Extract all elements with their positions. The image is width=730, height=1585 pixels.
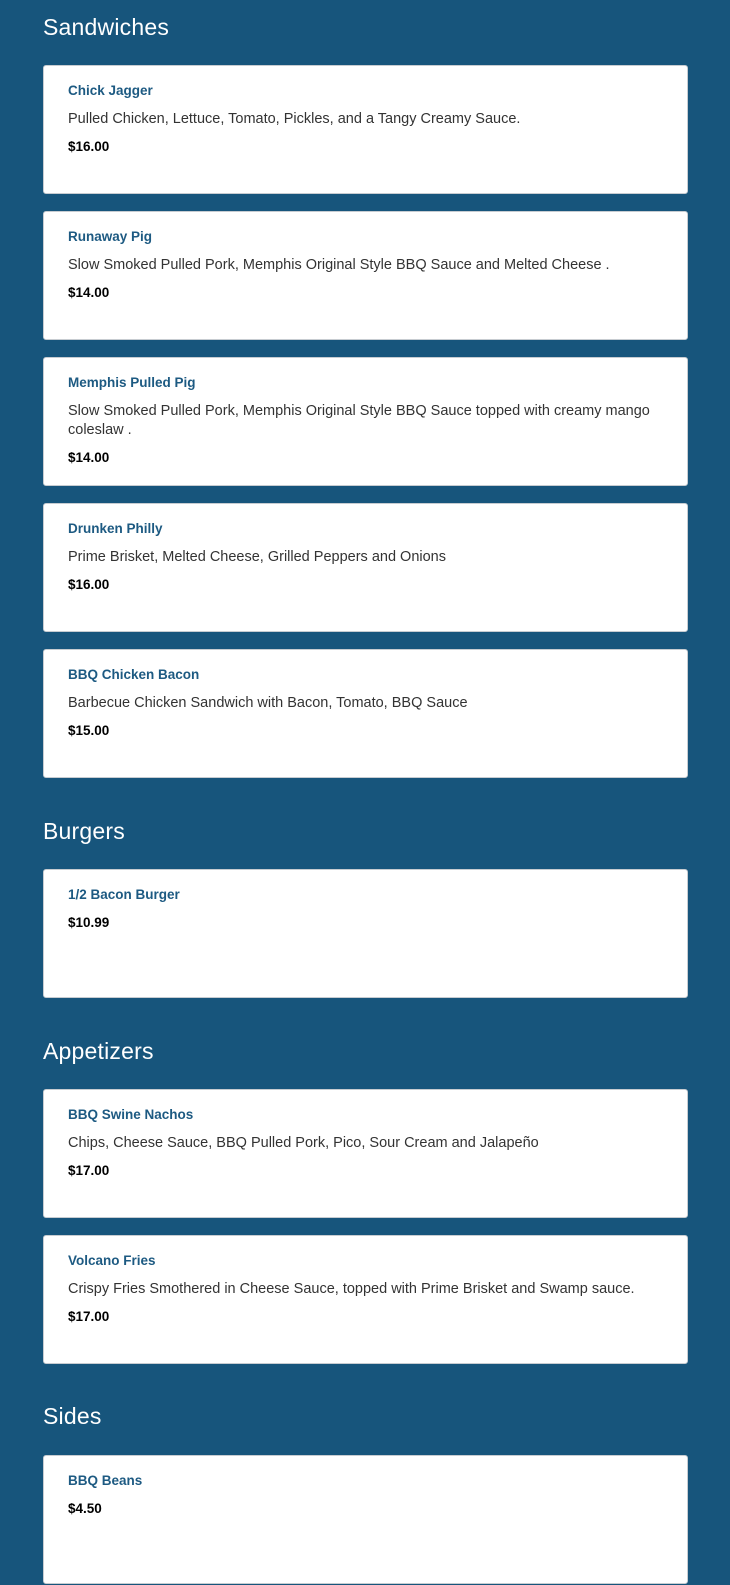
item-description: Barbecue Chicken Sandwich with Bacon, Tomato, BBQ Sauce bbox=[68, 695, 468, 711]
item-description: Slow Smoked Pulled Pork, Memphis Original Style BBQ Sauce topped with creamy mango coleslaw . bbox=[68, 403, 650, 438]
section-title-sandwiches: Sandwiches bbox=[43, 14, 170, 40]
menu-item-card[interactable] bbox=[43, 1235, 688, 1364]
item-description: Prime Brisket, Melted Cheese, Grilled Peppers and Onions bbox=[68, 549, 446, 565]
item-price: $15.00 bbox=[68, 723, 110, 738]
item-price: $4.50 bbox=[68, 1501, 102, 1516]
item-name: Drunken Philly bbox=[68, 521, 163, 536]
section-title-burgers: Burgers bbox=[43, 818, 125, 844]
item-name: Runaway Pig bbox=[68, 229, 153, 244]
item-price: $14.00 bbox=[68, 450, 110, 465]
menu-item-card[interactable] bbox=[43, 649, 688, 778]
item-price: $10.99 bbox=[68, 915, 110, 930]
item-name: Volcano Fries bbox=[68, 1253, 156, 1268]
menu-item-card[interactable] bbox=[43, 869, 688, 998]
item-name: 1/2 Bacon Burger bbox=[68, 887, 180, 902]
menu-item-card[interactable] bbox=[43, 503, 688, 632]
item-name: Memphis Pulled Pig bbox=[68, 375, 196, 390]
section-title-appetizers: Appetizers bbox=[43, 1038, 154, 1064]
item-name: BBQ Beans bbox=[68, 1473, 143, 1488]
menu-item-card[interactable] bbox=[43, 211, 688, 340]
menu-item-card[interactable] bbox=[43, 65, 688, 194]
item-description: Pulled Chicken, Lettuce, Tomato, Pickles, and a Tangy Creamy Sauce. bbox=[68, 111, 521, 127]
item-name: BBQ Swine Nachos bbox=[68, 1107, 194, 1122]
item-price: $16.00 bbox=[68, 577, 110, 592]
item-price: $17.00 bbox=[68, 1309, 110, 1324]
item-description: Crispy Fries Smothered in Cheese Sauce, topped with Prime Brisket and Swamp sauce. bbox=[68, 1281, 635, 1297]
menu-item-card[interactable] bbox=[43, 357, 688, 486]
item-name: BBQ Chicken Bacon bbox=[68, 667, 200, 682]
item-price: $14.00 bbox=[68, 285, 110, 300]
item-price: $16.00 bbox=[68, 139, 110, 154]
item-price: $17.00 bbox=[68, 1163, 110, 1178]
item-name: Chick Jagger bbox=[68, 83, 153, 98]
menu-item-card[interactable] bbox=[43, 1455, 688, 1584]
item-description: Slow Smoked Pulled Pork, Memphis Original Style BBQ Sauce and Melted Cheese . bbox=[68, 257, 610, 273]
section-title-sides: Sides bbox=[43, 1403, 102, 1429]
menu-item-card[interactable] bbox=[43, 1089, 688, 1218]
item-description: Chips, Cheese Sauce, BBQ Pulled Pork, Pico, Sour Cream and Jalapeño bbox=[68, 1135, 539, 1151]
